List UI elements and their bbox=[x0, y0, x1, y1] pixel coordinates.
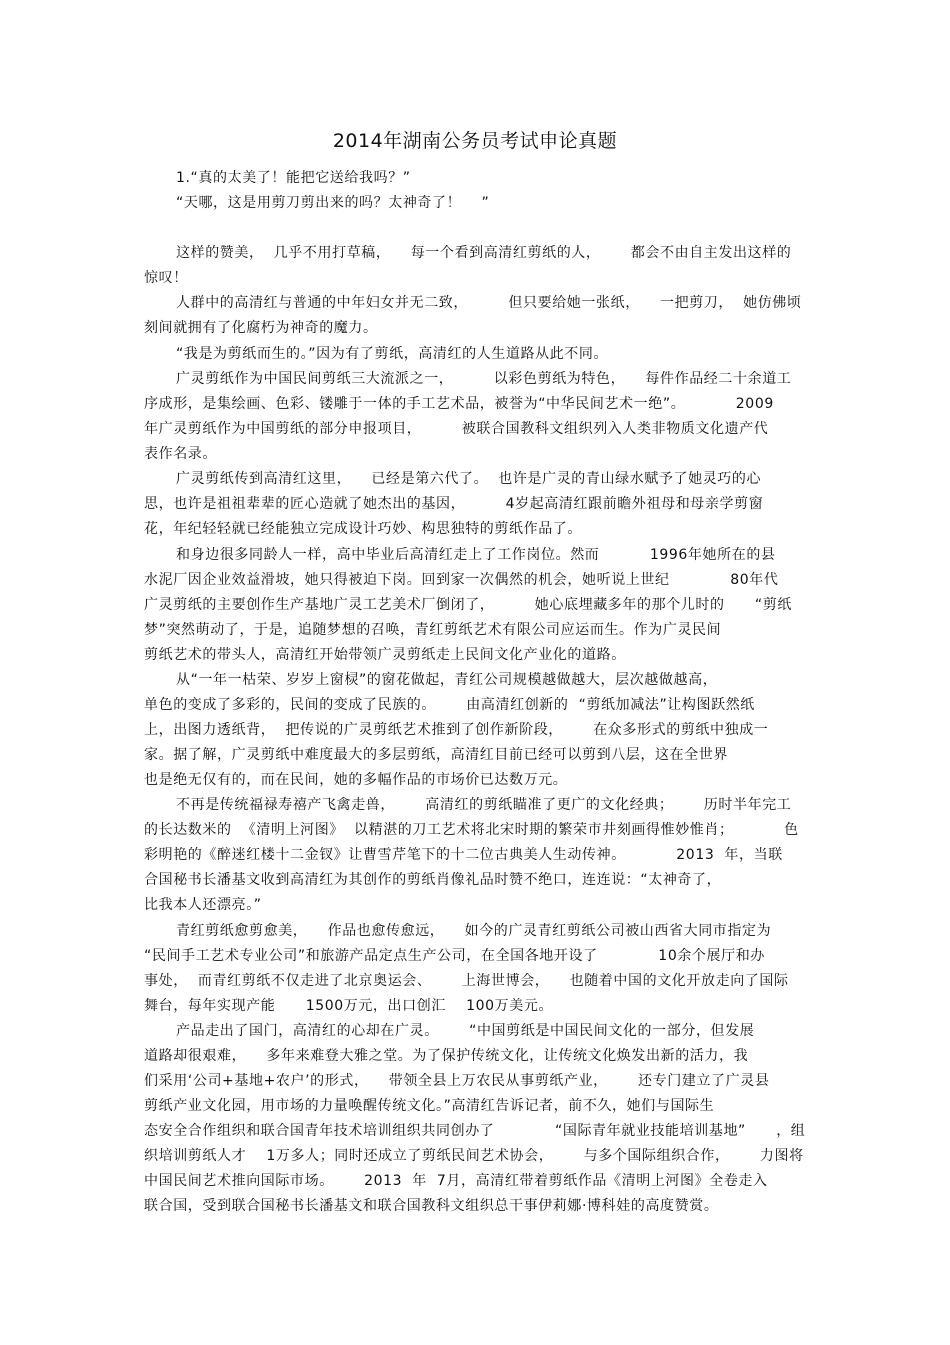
paragraph-line: 表作名录。 bbox=[144, 446, 217, 462]
paragraph-line: 1.“真的太美了！能把它送给我吗？” bbox=[176, 170, 411, 186]
paragraph-line: 广灵剪纸传到高清红这里， 已经是第六代了。 也许是广灵的青山绿水赋予了她灵巧的心 bbox=[176, 471, 762, 487]
paragraph-line: 的长达数米的 《清明上河图》 以精湛的刀工艺术将北宋时期的繁荣市井刻画得惟妙惟肖； 色 bbox=[144, 822, 799, 838]
paragraph-line: 产品走出了国门，高清红的心却在广灵。 “中国剪纸是中国民间文化的一部分，但发展 bbox=[176, 1023, 755, 1039]
paragraph-line: 剪纸产业文化园，用市场的力量唤醒传统文化。”高清红告诉记者，前不久，她们与国际生 bbox=[144, 1098, 715, 1114]
paragraph-line: 剪纸艺术的带头人，高清红开始带领广灵剪纸走上民间文化产业化的道路。 bbox=[144, 647, 626, 663]
paragraph-line: 们采用‘公司+基地+农户’的形式， 带领全县上万农民从事剪纸产业， 还专门建立了广灵县 bbox=[144, 1073, 770, 1089]
paragraph-line: “我是为剪纸而生的。”因为有了剪纸，高清红的人生道路从此不同。 bbox=[176, 346, 609, 362]
paragraph-line: 不再是传统福禄寿禧产飞禽走兽， 高清红的剪纸瞄准了更广的文化经典； 历时半年完工 bbox=[176, 797, 792, 813]
paragraph-line: 道路却很艰难， 多年来难登大雅之堂。为了保护传统文化，让传统文化焕发出新的活力，我 bbox=[144, 1048, 749, 1064]
paragraph-line: 广灵剪纸作为中国民间剪纸三大流派之一， 以彩色剪纸为特色， 每件作品经二十余道工 bbox=[176, 371, 792, 387]
paragraph-line: 序成形，是集绘画、色彩、镂雕于一体的手工艺术品，被誉为“中华民间艺术一绝”。 2009 bbox=[144, 396, 774, 412]
paragraph-line: 态安全合作组织和联合国青年技术培训组织共同创办了 “国际青年就业技能培训基地” ，组 bbox=[144, 1123, 806, 1139]
paragraph-line: 花，年纪轻轻就已经能独立完成设计巧妙、构思独特的剪纸作品了。 bbox=[144, 521, 582, 537]
paragraph-line: 比我本人还漂亮。” bbox=[144, 897, 262, 913]
paragraph-line: 合国秘书长潘基文收到高清红为其创作的剪纸肖像礼品时赞不绝口，连连说：“太神奇了， bbox=[144, 872, 722, 888]
paragraph-line: 惊叹！ bbox=[144, 270, 188, 286]
paragraph-line: 织培训剪纸人才 1万多人；同时还成立了剪纸民间艺术协会， 与多个国际组织合作， 力图将 bbox=[144, 1148, 804, 1164]
paragraph-line: 广灵剪纸的主要创作生产基地广灵工艺美术厂倒闭了， 她心底埋藏多年的那个儿时的 “剪纸 bbox=[144, 597, 792, 613]
paragraph-line: “民间手工艺术专业公司”和旅游产品定点生产公司，在全国各地开设了 10余个展厅和办 bbox=[144, 948, 765, 964]
paragraph-line: 思，也许是祖祖辈辈的匠心造就了她杰出的基因， 4岁起高清红跟前瞻外祖母和母亲学剪窗 bbox=[144, 496, 764, 512]
paragraph-line: 青红剪纸愈剪愈美， 作品也愈传愈远， 如今的广灵青红剪纸公司被山西省大同市指定为 bbox=[176, 923, 772, 939]
paragraph-line: 家。据了解，广灵剪纸中难度最大的多层剪纸，高清红目前已经可以剪到八层，这在全世界 bbox=[144, 747, 728, 763]
paragraph-line: 和身边很多同龄人一样，高中毕业后高清红走上了工作岗位。然而 1996年她所在的县 bbox=[176, 547, 776, 563]
paragraph-line: “天哪，这是用剪刀剪出来的吗？太神奇了！ ” bbox=[176, 195, 490, 211]
paragraph-line: 这样的赞美， 几乎不用打草稿， 每一个看到高清红剪纸的人， 都会不由自主发出这样的 bbox=[176, 245, 792, 261]
paragraph-line: 彩明艳的《醉迷红楼十二金钗》让曹雪芹笔下的十二位古典美人生动传神。 2013 年，当联 bbox=[144, 847, 783, 863]
paragraph-line: 事处， 而青红剪纸不仅走进了北京奥运会、 上海世博会， 也随着中国的文化开放走向了国际 bbox=[144, 973, 789, 989]
paragraph-line: 年广灵剪纸作为中国剪纸的部分申报项目， 被联合国教科文组织列入人类非物质文化遗产代 bbox=[144, 421, 769, 437]
paragraph-line: 舞台，每年实现产能 1500万元，出口创汇 100万美元。 bbox=[144, 998, 554, 1014]
paragraph-line: 刻间就拥有了化腐朽为神奇的魔力。 bbox=[144, 320, 378, 336]
paragraph-line: 中国民间艺术推向国际市场。 2013 年 7月，高清红带着剪纸作品《清明上河图》全卷走入 bbox=[144, 1173, 768, 1189]
paragraph-line: 水泥厂因企业效益滑坡，她只得被迫下岗。回到家一次偶然的机会，她听说上世纪 80年代 bbox=[144, 572, 779, 588]
paragraph-line: 也是绝无仅有的，而在民间，她的多幅作品的市场价已达数万元。 bbox=[144, 772, 568, 788]
paragraph-line: 人群中的高清红与普通的中年妇女并无二致， 但只要给她一张纸， 一把剪刀， 她仿佛顷 bbox=[176, 295, 802, 311]
paragraph-line: 梦”突然萌动了，于是，追随梦想的召唤，青红剪纸艺术有限公司应运而生。作为广灵民间 bbox=[144, 622, 722, 638]
paragraph-line: 上，出图力透纸背， 把传说的广灵剪纸艺术推到了创作新阶段， 在众多形式的剪纸中独成一 bbox=[144, 722, 769, 738]
paragraph-line: 联合国，受到联合国秘书长潘基文和联合国教科文组织总干事伊莉娜·博科娃的高度赞赏。 bbox=[144, 1198, 719, 1214]
document-title: 2014年湖南公务员考试申论真题 bbox=[332, 130, 618, 152]
paragraph-line: 单色的变成了多彩的，民间的变成了民族的。 由高清红创新的 “剪纸加减法”让构图跃然纸 bbox=[144, 697, 755, 713]
paragraph-line: 从“一年一枯荣、岁岁上窗棂”的窗花做起，青红公司规模越做越大，层次越做越高， bbox=[176, 672, 718, 688]
